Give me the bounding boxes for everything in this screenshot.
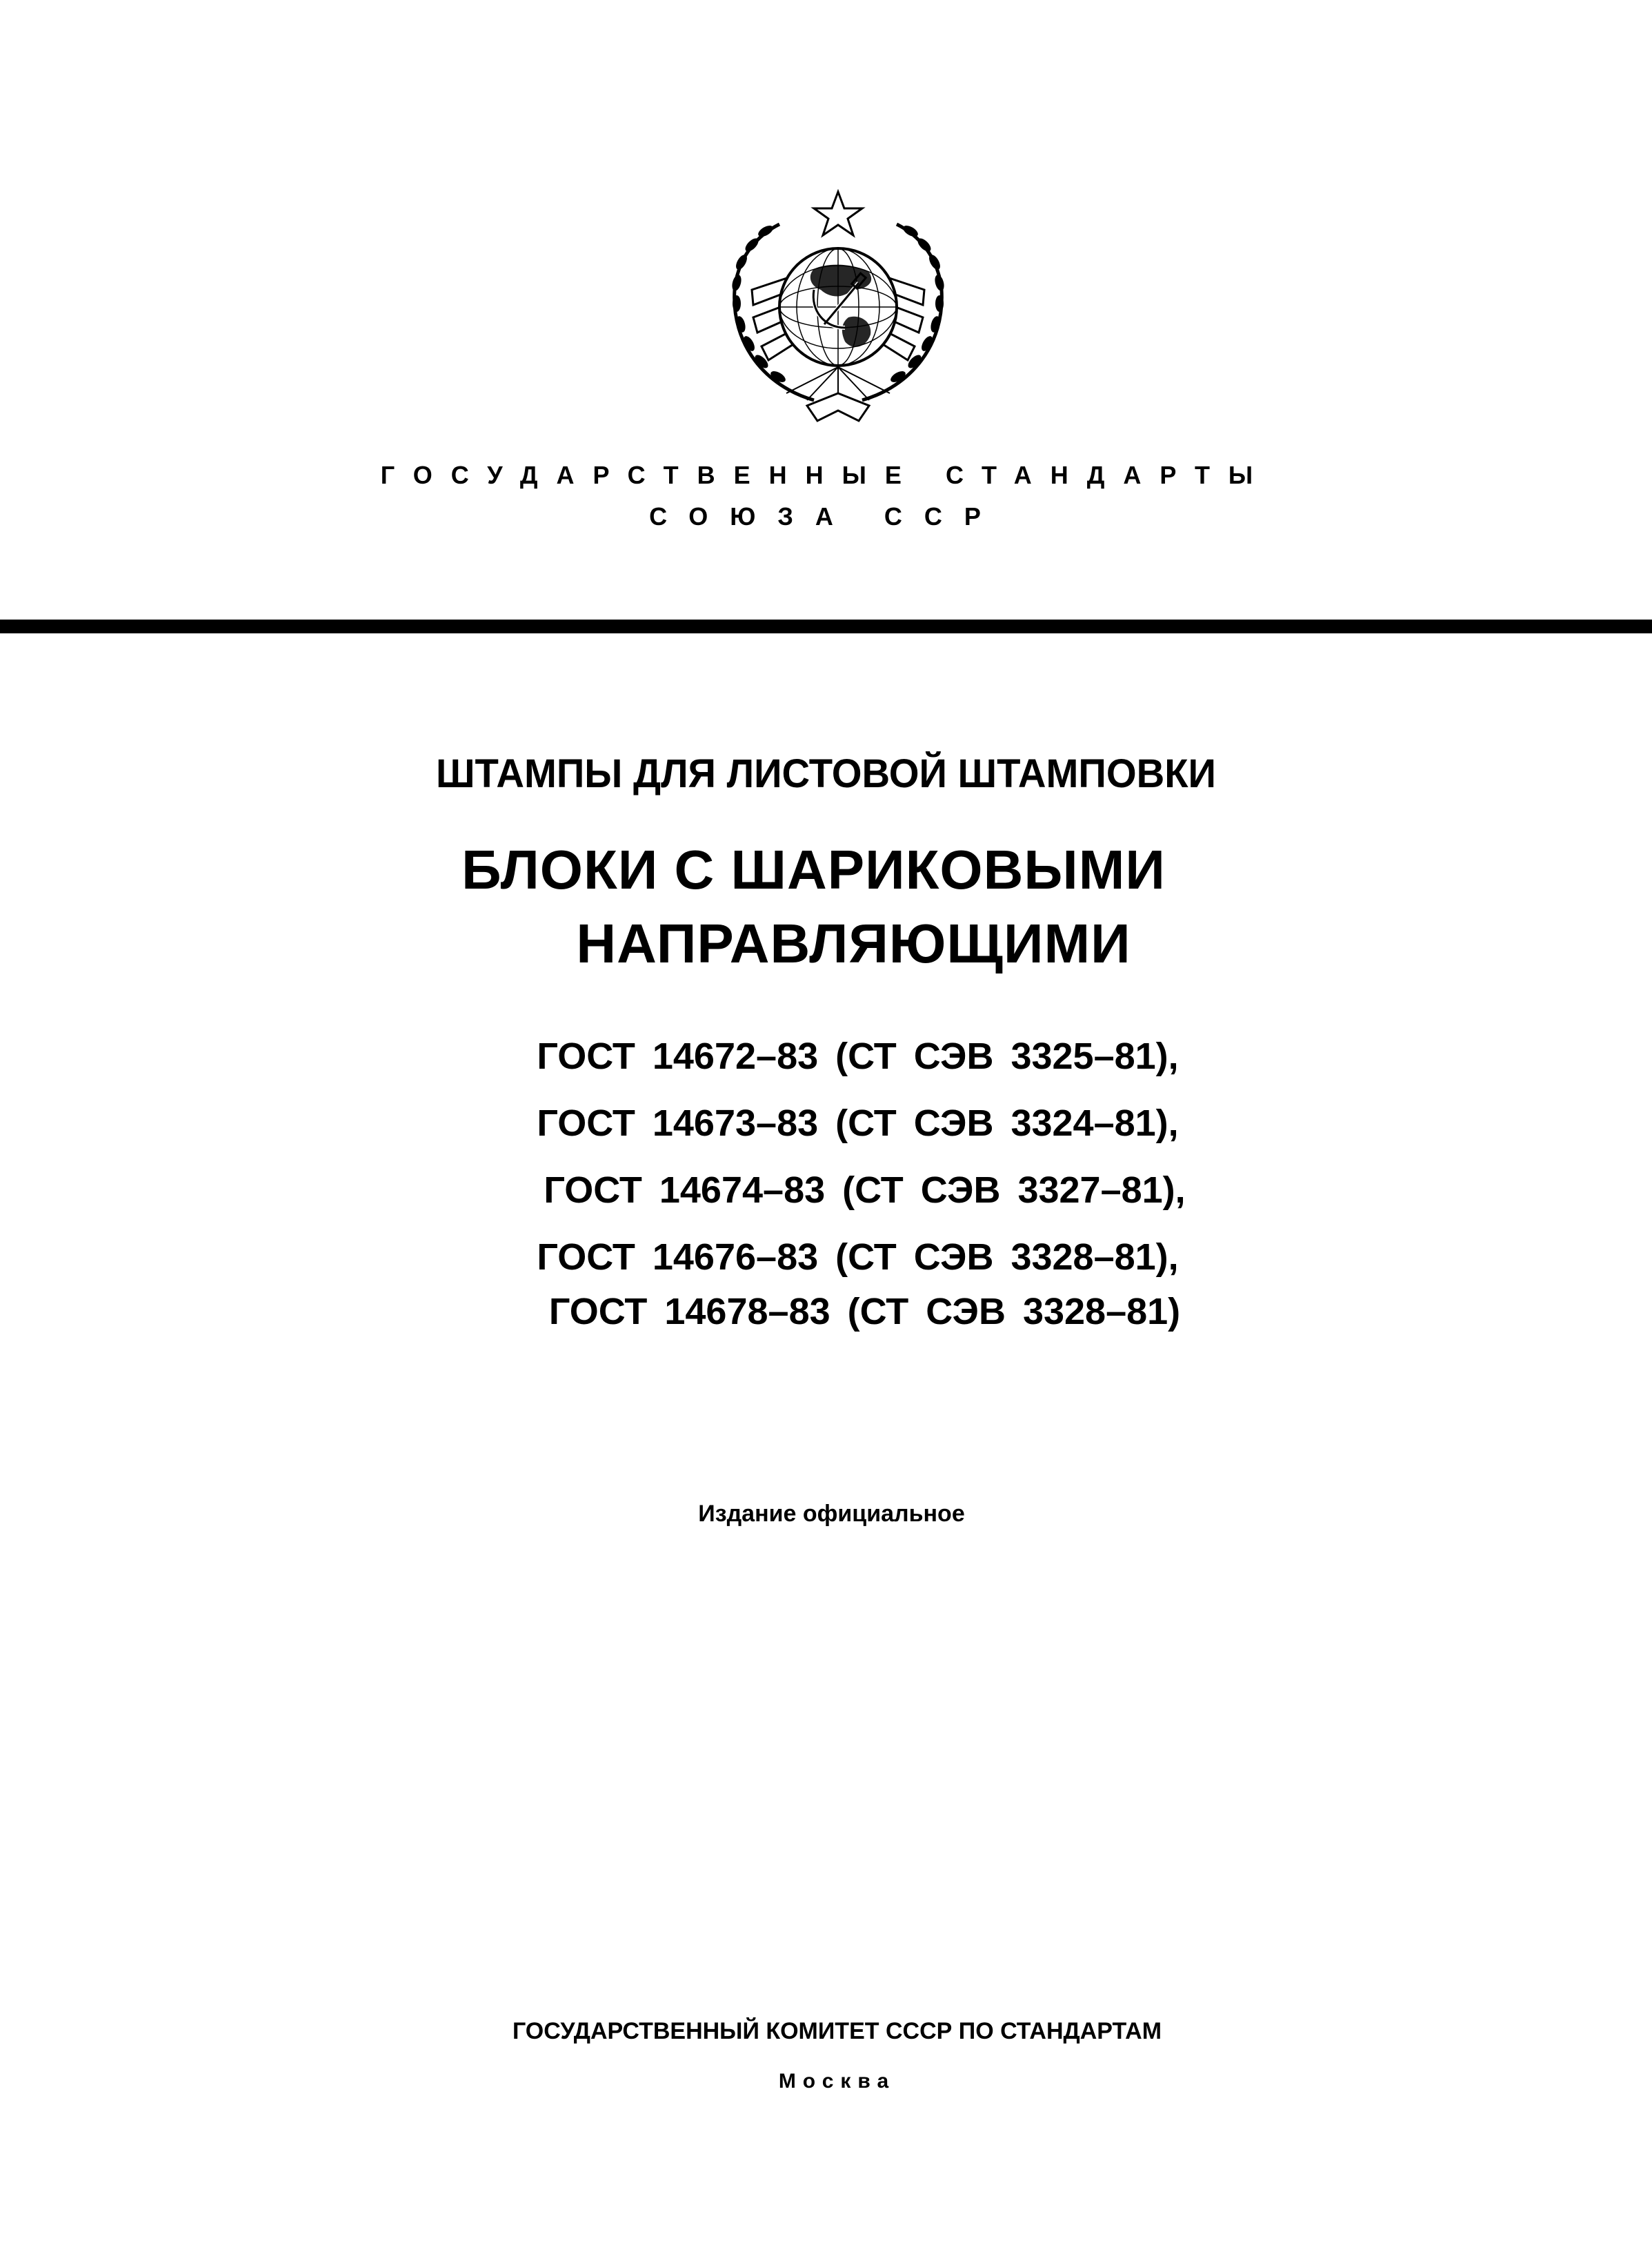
edition-note: Издание официальное: [698, 1501, 965, 1527]
series-header-line2: СОЮЗА ССР: [649, 502, 1003, 531]
document-subtitle: ШТАМПЫ ДЛЯ ЛИСТОВОЙ ШТАМПОВКИ: [435, 751, 1216, 796]
series-header-line1: ГОСУДАРСТВЕННЫЕ СТАНДАРТЫ: [380, 461, 1272, 489]
standard-reference: ГОСТ 14672–83 (СТ СЭВ 3325–81),: [537, 1036, 1179, 1077]
standard-reference: ГОСТ 14676–83 (СТ СЭВ 3328–81),: [537, 1236, 1179, 1278]
horizontal-rule: [0, 620, 1652, 633]
standard-reference: ГОСТ 14673–83 (СТ СЭВ 3324–81),: [537, 1103, 1179, 1144]
document-title-line2: НАПРАВЛЯЮЩИМИ: [576, 913, 1131, 974]
document-title-line1: БЛОКИ С ШАРИКОВЫМИ: [461, 839, 1166, 900]
publisher-name: ГОСУДАРСТВЕННЫЙ КОМИТЕТ СССР ПО СТАНДАРТАМ: [512, 2018, 1162, 2044]
ussr-state-emblem-icon: [710, 186, 966, 435]
publication-city: Москва: [778, 2070, 896, 2093]
standard-reference: ГОСТ 14674–83 (СТ СЭВ 3327–81),: [544, 1169, 1186, 1211]
standard-reference: ГОСТ 14678–83 (СТ СЭВ 3328–81): [548, 1291, 1181, 1332]
